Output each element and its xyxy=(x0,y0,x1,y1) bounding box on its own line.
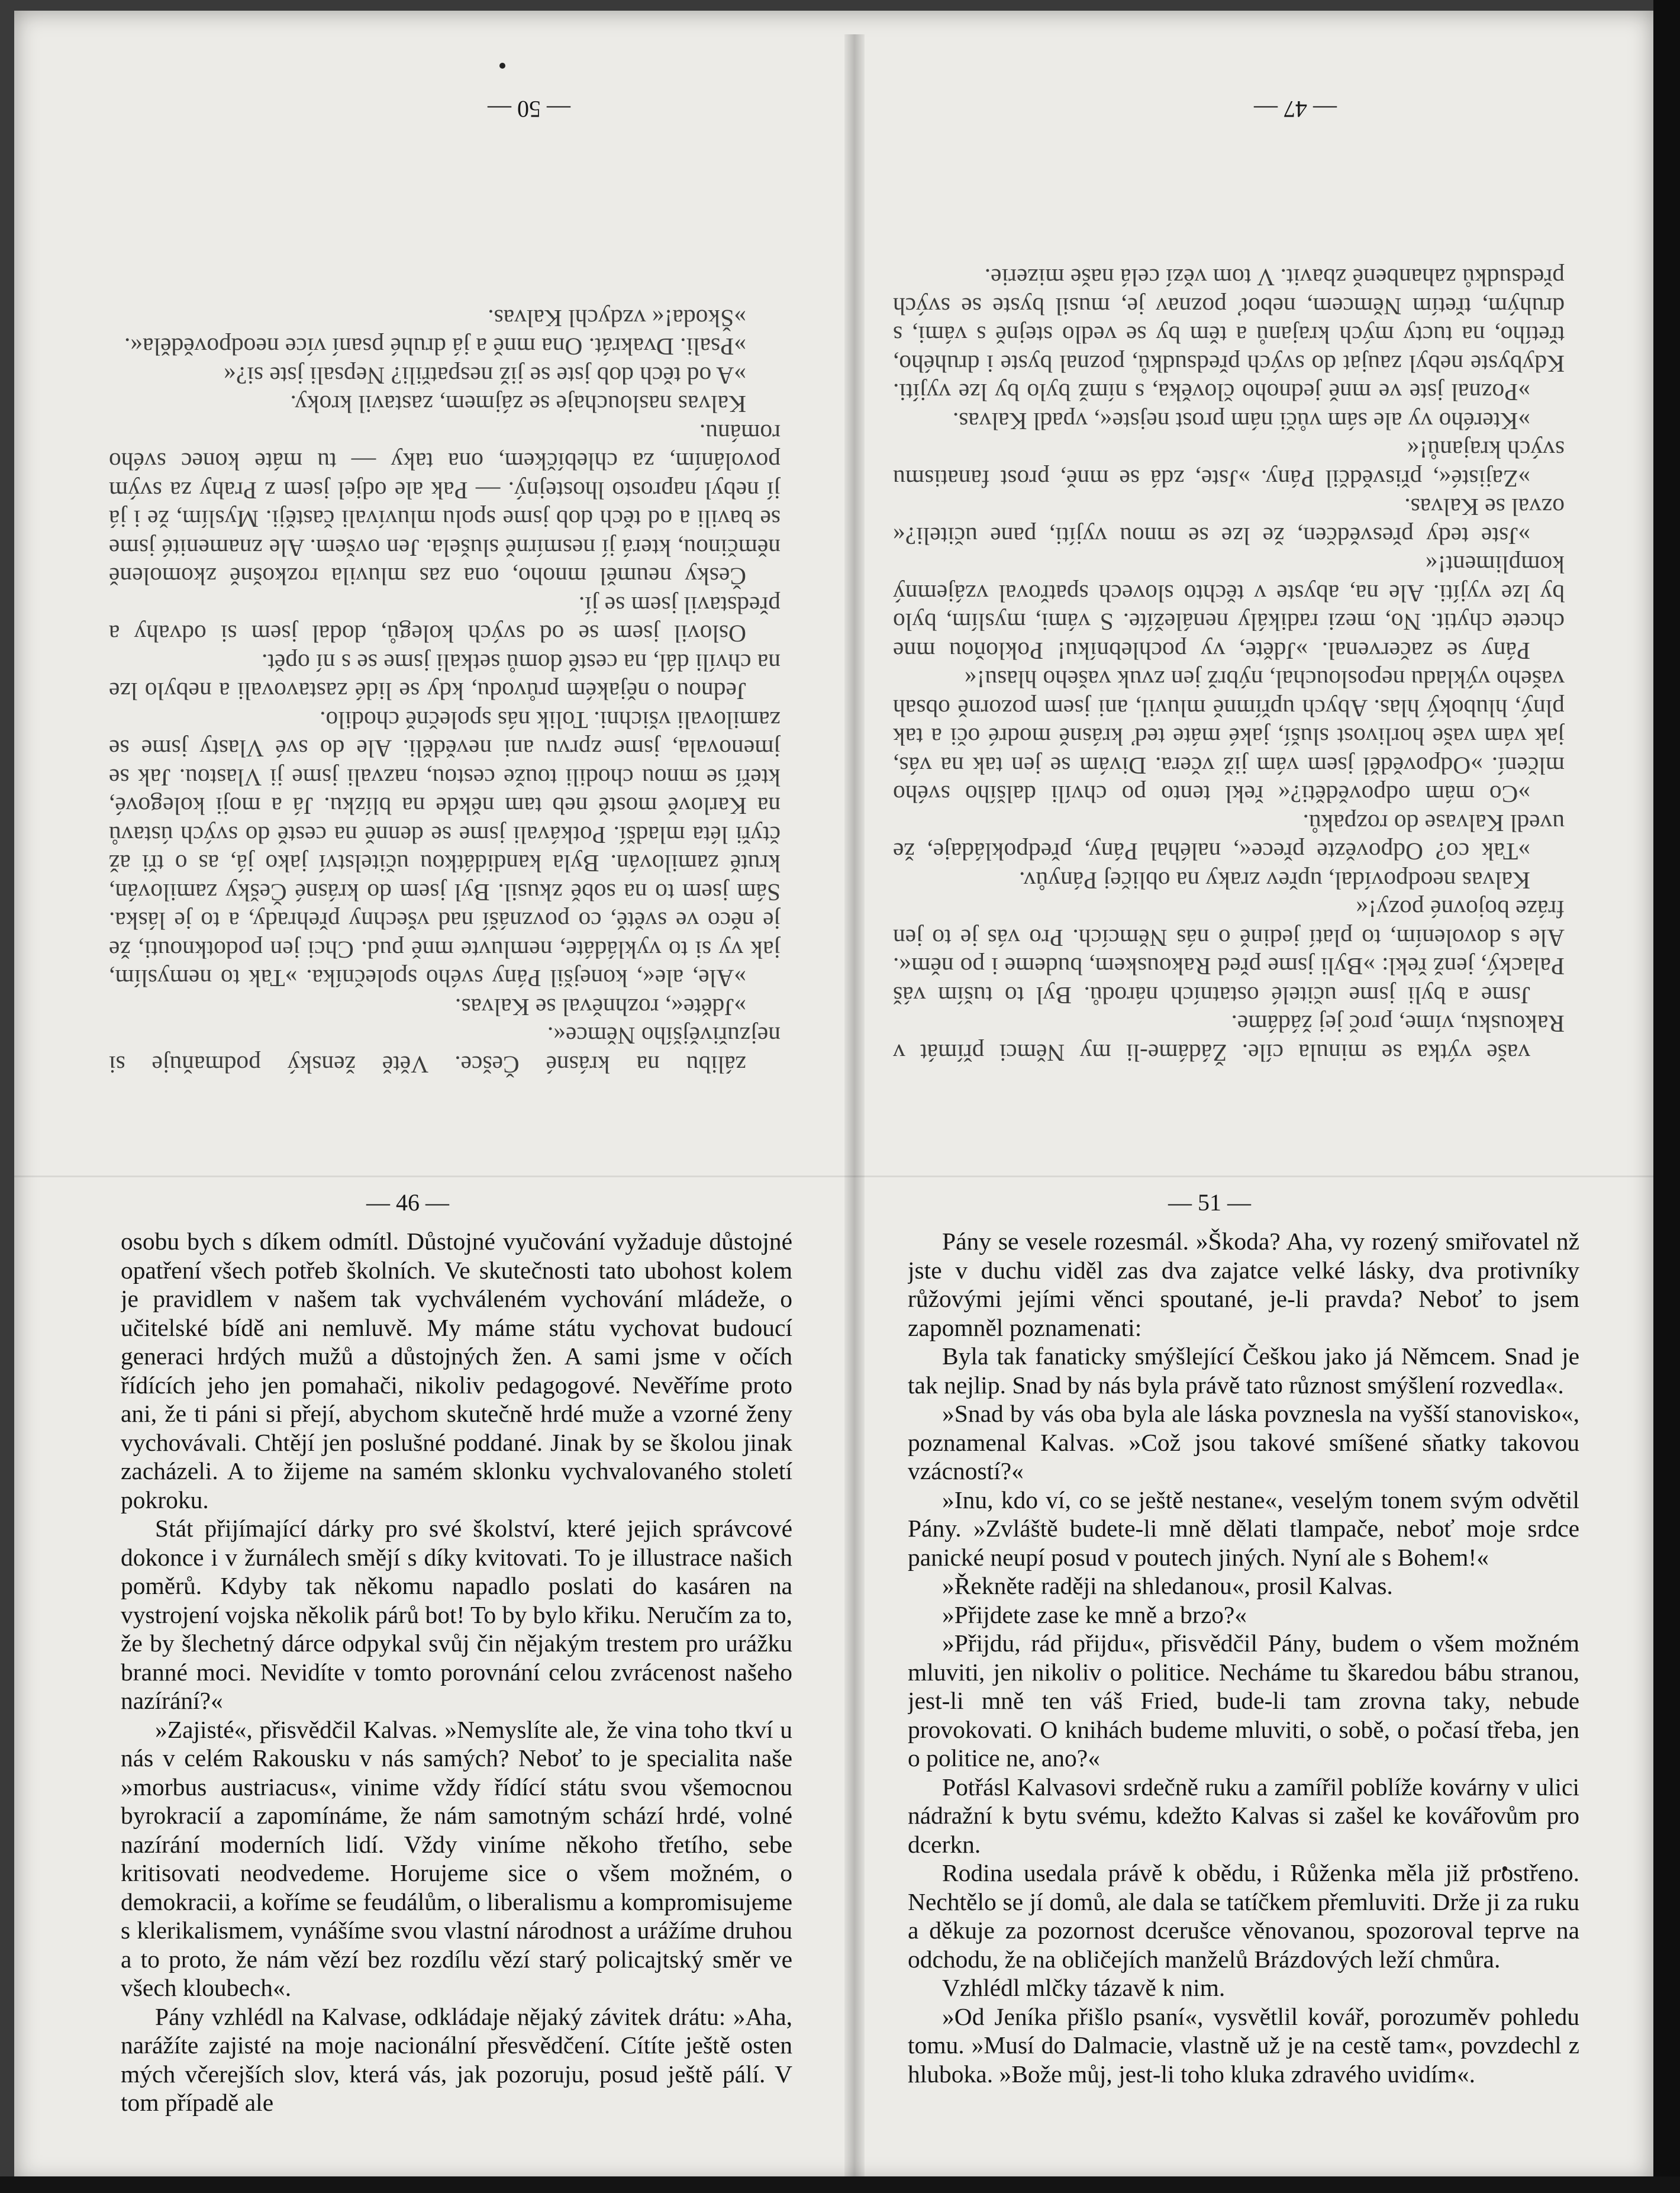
paragraph: osobu bych s díkem odmítl. Důstojné vyučování vyžaduje důstojné opatření všech potřeb školních. Ve skutečnosti tato ubohost kolem je pravidlem v našem tak vychváleném vychování mládeže, o učitelské bídě ani nemluvě. My máme státu vychovat budoucí generaci hrdých mužů a důstojných žen. A sami jsme v očích řídících jeho jen pomahači, nikoliv pedagogové. Nevěříme proto ani, že ti páni si přejí, abychom skutečně hrdé muže a vzorné ženy vychovávali. Chtějí jen poslušné poddané. Jinak by se školou jinak zacházeli. A to žijeme na samém sklonku vychvalovaného století pokroku. xyxy=(121,1228,792,1513)
page-number-51: — 51 — xyxy=(1168,1189,1251,1216)
paragraph: »Ale, ale«, konejšil Pány svého společníka. »Tak to nemyslím, jak vy si to vykládáte, nemluvte mně pud. Chci jen podotknouti, že je něco ve světě, co povznáší nad všechny přehrady, a to je láska. Sám jsem to na sobě zkusil. Byl jsem do krásné Češky zamilován, krutě zamilován. Byla kandidátkou učitelství jako já, as o tři až čtyři léta mladší. Potkávali jsme se denně na cestě do svých ústavů na Karlově mostě neb tam někde na blízku. Já a moji kolegové, kteří se mnou chodili touže cestou, nazvali jsme ji Vlastou. Jak se jmenovala, jsme zprvu ani nevěděli. Ale do své Vlasty jsme se zamilovali všichni. Tolik nás společně chodilo. xyxy=(109,707,781,993)
paragraph: Kalvas neodpovídal, upřev zraky na obličej Pányův. xyxy=(1019,867,1530,894)
paragraph: Jednou o nějakém průvodu, kdy se lidé zastavovali a nebylo lze na chvíli dál, na cestě domů setkali jsme se s ní opět. xyxy=(109,649,781,706)
paragraph: »Jděte«, rozhněval se Kalvas. xyxy=(454,994,746,1021)
paragraph: Potřásl Kalvasovi srdečně ruku a zamířil poblíže kovárny v ulici nádražní k bytu svému, kdežto Kalvas si zašel ke kovářovům pro dcerkn. xyxy=(908,1773,1579,1858)
page-46-text xyxy=(121,1227,792,2165)
paragraph: »Od Jeníka přišlo psaní«, vysvětlil kovář, porozuměv pohledu tomu. »Musí do Dalmacie, vlastně už je na cestě tam«, povzdechl z hluboka. »Bože můj, jest-li toho kluka zdravého uvidím«. xyxy=(908,2002,1579,2088)
spread-divider xyxy=(14,1176,1653,1177)
paragraph: »Jste tedy přesvědčen, že lze se mnou vyjíti, pane učiteli?« ozval se Kalvas. xyxy=(893,494,1565,550)
paragraph: »Škoda!« vzdychl Kalvas. xyxy=(488,305,746,332)
paragraph: Pány se vesele rozesmál. »Škoda? Aha, vy rozený smiřovatel nž jste v duchu viděl zas dva zajatce velké lásky, dva protivníky růžovými jejími věnci spoutané, je-li pravda? Neboť to jsem zapomněl poznamenati: xyxy=(908,1228,1579,1341)
paragraph: »Inu, kdo ví, co se ještě nestane«, veselým tonem svým odvětil Pány. »Zvláště budete-li mně dělati tlampače, neboť moje srdce panické neupí posud v poutech jiných. Nyní ale s Bohem!« xyxy=(908,1486,1579,1571)
paragraph: vaše výtka se minula cíle. Žádáme-li my Němci přímát v Rakousku, víme, proč jej žádáme. xyxy=(893,1010,1565,1067)
paragraph: »Řekněte raději na shledanou«, prosil Kalvas. xyxy=(942,1572,1393,1599)
paragraph: zálibu na krásné Češce. Větě ženský podmaňuje si nejzuřivějšího Němce«. xyxy=(109,1022,781,1078)
paragraph: »A od těch dob jste se již nespatřili? Nepsali jste si?« xyxy=(224,362,746,389)
paragraph: »Přijdete zase ke mně a brzo?« xyxy=(942,1601,1247,1628)
paragraph: Kalvas naslouchaje se zájmem, zastavil kroky. xyxy=(290,391,746,418)
paragraph: »Kterého vy ale sám vůči nám prost nejste«, vpadl Kalvas. xyxy=(952,408,1530,435)
paragraph: »Psali. Dvakrát. Ona mně a já druhé psaní více neodpověděla«. xyxy=(124,333,746,361)
page-number-50: — 50 — xyxy=(488,96,570,123)
paragraph: Pány se začervenal. »Jděte, vy pochlebníku! Pokloňou mne chcete chytit. No, mezi radikály nenáležíte. S vámi, myslím, bylo by lze vyjíti. Ale na, abyste v těchto slovech spatřoval vzájemný kompliment!« xyxy=(893,551,1565,665)
upper-spread-inverted xyxy=(14,11,1653,1171)
paragraph: »Poznal jste ve mně jednoho člověka, s nímž bylo by lze vyjíti. Kdybyste nebyl zaujat do svých předsudků, poznal byste i druhého, třetího, na tucty mých krajanů a těm by se vedlo stejně s vámi, s druhým, třetím Němcem, neboť poznav je, musil byste se svých předsudků zahanbeně zbavit. V tom vězí celá naše mizerie. xyxy=(893,264,1565,407)
scanned-book-spread xyxy=(14,11,1653,2183)
scan-border-bottom xyxy=(0,2176,1680,2193)
page-number-47: — 47 — xyxy=(1254,96,1337,123)
paragraph: Česky neuměl mnoho, ona zas mluvila rozkošně zkomoleně němčinou, která jí nesmírně slušela. Jen ovšem. Ale znamenité jsme se bavili a od těch dob jsme spolu mluvívali častěji. Myslím, že i já jí nebyl naprosto lhostejný. — Pak ale odjel jsem z Prahy za svým povoláním, za chlebíčkem, ona taky — tu máte konec svého románu. xyxy=(109,420,781,591)
page-47-text xyxy=(893,126,1565,1067)
paragraph: Stát přijímající dárky pro své školství, které jejich správcové dokonce i v žurnálech smějí s díky kvitovati. To je illustrace našich poměrů. Kdyby tak někomu napadlo poslati do kasáren na vystrojení vojska několik párů bot! To by bylo křiku. Neručím za to, že by šlechetný dárce odpykal svůj čin nějakým trestem pro urážku branné moci. Nevidíte v tomto porovnání celou zvrácenost našeho nazírání?« xyxy=(121,1515,792,1714)
paragraph: Jsme a byli jsme učitelé ostatních národů. Byl to tuším váš Palacký, jenž řekl: »Byli jsme před Rakouskem, budeme i po něm«. Ale s dovolením, to platí jedině o nás Němcích. Pro vás je to jen fráze bojovné pozy!« xyxy=(893,896,1565,1009)
paragraph: Rodina usedala právě k obědu, i Růženka měla již prostřeno. Nechtělo se jí domů, ale dala se tatíčkem přemluviti. Drže ji za ruku a děkuje za pozornost dcerušce věnovanou, spozoroval teprve na odchodu, že na obličejích manželů Brázdových leží chmůra. xyxy=(908,1859,1579,1973)
scan-border-right xyxy=(1653,0,1680,2193)
paragraph: »Zajisté«, přisvědčil Kalvas. »Nemyslíte ale, že vina toho tkví u nás v celém Rakousku v nás samých? Neboť to je specialita naše »morbus austriacus«, vinime vždy řídící státu svou všemocnou byrokracií a zapomínáme, že nám samotným schází hrdé, volné nazírání moderních lidí. Vždy viníme někoho třetího, sebe kritisovati neodvedeme. Horujeme sice o všem možném, o demokracii, a koříme se feudálům, o liberalismu a kompromisujeme s klerikalismem, vynášíme svou vlastní národnost a urážíme druhou a to proto, že nám vězí bez rozdílu vězí starý policajtský směr ve všech kloubech«. xyxy=(121,1715,792,2001)
paragraph: »Snad by vás oba byla ale láska povznesla na vyšší stanovisko«, poznamenal Kalvas. »Což jsou takové smíšené sňatky takovou vzácností?« xyxy=(908,1400,1579,1484)
page-50-text xyxy=(109,126,781,1079)
paragraph: Oslovil jsem se od svých kolegů, dodal jsem si odvahy a představil jsem se jí. xyxy=(109,592,781,648)
page-number-46: — 46 — xyxy=(366,1189,449,1216)
paragraph: »Tak co? Odpovězte přece«, naléhal Pány, předpokládaje, že uvedl Kalvase do rozpaků. xyxy=(893,810,1565,866)
paragraph: »Co mám odpověděti?« řekl tento po chvíli dalšího svého mlčení. »Odpověděl jsem vám již včera. Divám se jen tak na vás, jak vám vaše horlivost sluší, jaké máte teď krásně modré oči a tak plný, hluboký hlas. Abych upřímně mluvil, ani jsem pozorně obsah vašeho výkladu neposlouchal, nýbrž jen zvuk vašeho hlasu!« xyxy=(893,666,1565,809)
paragraph: Byla tak fanaticky smýšlející Češkou jako já Němcem. Snad je tak nejlip. Snad by nás byla právě tato různost smýšlení rozvedla«. xyxy=(908,1342,1579,1399)
paragraph: »Zajisté«, přisvědčil Pány. »Jste, zdá se mně, prost fanatismu svých krajanů!« xyxy=(893,436,1565,492)
page-51-text xyxy=(908,1227,1579,2165)
paragraph: »Přijdu, rád přijdu«, přisvědčil Pány, budem o všem možném mluviti, jen nikoliv o politice. Necháme tu škaredou bábu stranou, jest-li mně ten váš Fried, bude-li tam zrovna taky, nebude provokovati. O knihách budeme mluviti, o sobě, o počasí třeba, jen o politice ne, ano?« xyxy=(908,1630,1579,1772)
ink-speck xyxy=(499,63,505,69)
paragraph: Pány vzhlédl na Kalvase, odkládaje nějaký závitek drátu: »Aha, narážíte zajisté na moje nacionální přesvědčení. Cítíte ještě osten mých včerejších slov, která vás, jak pozoruju, posud ještě pálí. V tom případě ale xyxy=(121,2002,792,2116)
paragraph: Vzhlédl mlčky tázavě k nim. xyxy=(942,1974,1226,2001)
